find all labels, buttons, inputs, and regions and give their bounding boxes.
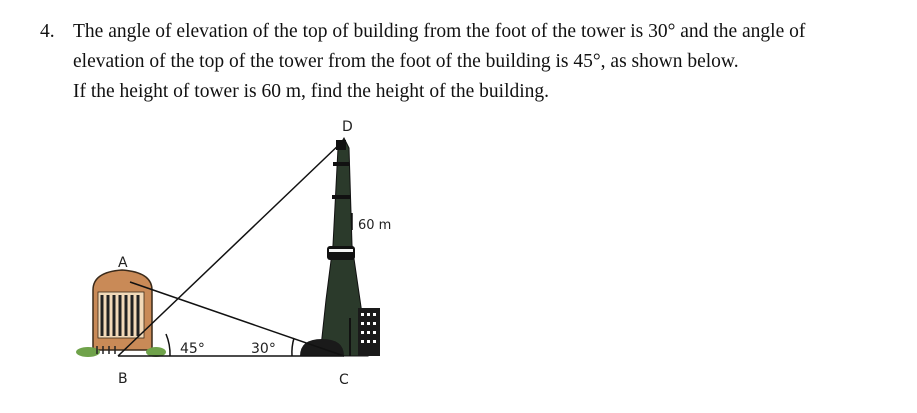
point-label-c: C [339,372,349,388]
point-label-d: D [342,119,353,135]
angle-label-30: 30° [251,341,276,357]
construction-lines [118,140,352,356]
building-illustration [76,270,166,357]
angle-arc-b [166,334,170,356]
angle-arc-c [292,338,294,356]
question-line-1: The angle of elevation of the top of building from the foot of the tower is 30° and the angle of [73,21,806,42]
point-label-a: A [118,255,128,271]
angle-label-45: 45° [180,341,205,357]
question-line-3: If the height of tower is 60 m, find the height of the building. [73,81,550,102]
point-label-b: B [118,371,128,387]
question-line-2: elevation of the top of the tower from the foot of the building is 45°, as shown below. [73,51,739,72]
tower-height-label: 60 m [358,218,392,233]
line-a-to-c [130,282,344,356]
line-b-to-d [118,140,344,356]
question-number: 4. [40,21,55,42]
